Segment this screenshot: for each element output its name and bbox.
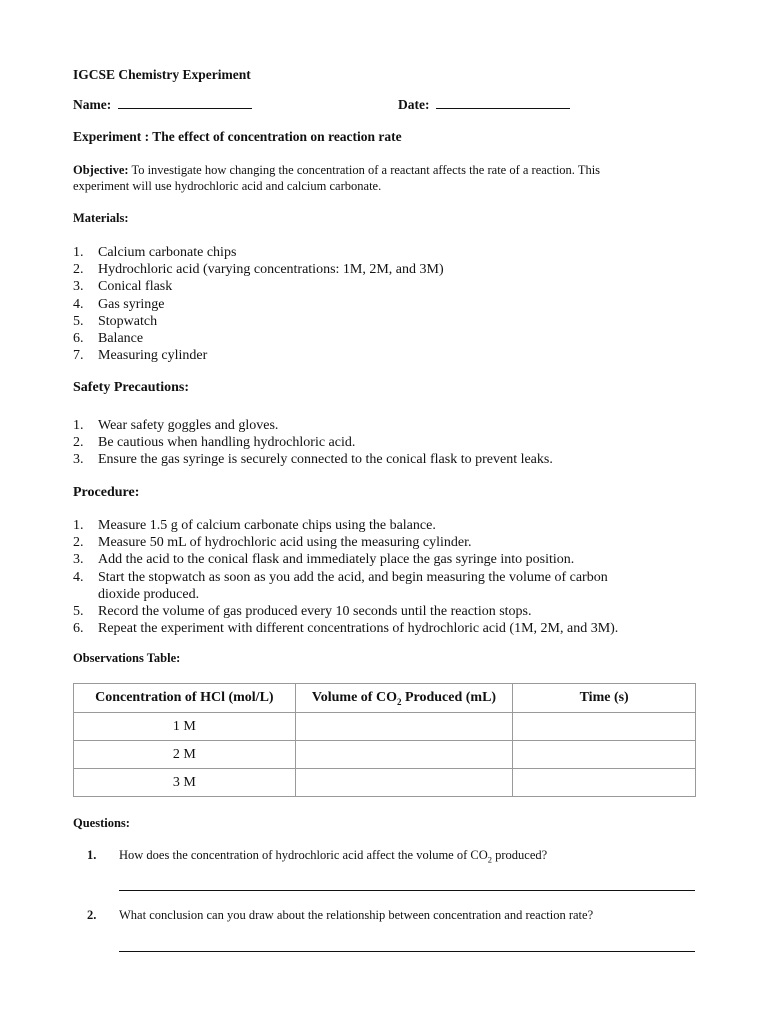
list-item: 6. Balance [73,331,144,347]
date-label: Date: [398,97,430,112]
list-item: 3. Add the acid to the conical flask and immediately place the gas syringe into position. [73,552,575,568]
experiment-title: Experiment : The effect of concentration on reaction rate [73,129,402,144]
list-item: 2. Be cautious when handling hydrochloric acid. [73,435,356,451]
list-item: 2. Measure 50 mL of hydrochloric acid using the measuring cylinder. [73,535,472,551]
volume-cell[interactable] [295,741,513,769]
observations-heading: Observations Table: [73,651,181,665]
date-field[interactable] [398,96,570,113]
observations-table [73,683,696,797]
column-header-time: Time (s) [513,684,696,713]
objective-label: Objective: [73,163,129,177]
objective-text-2: experiment will use hydrochloric acid and calcium carbonate. [73,179,382,193]
list-item: 1. Calcium carbonate chips [73,245,237,260]
question-2-text: What conclusion can you draw about the relationship between concentration and reaction rate? [119,908,594,922]
column-header-concentration: Concentration of HCl (mol/L) [74,684,296,713]
list-item: 5. Stopwatch [73,313,158,329]
time-cell[interactable] [513,769,696,797]
list-item: 2. Hydrochloric acid (varying concentrations: 1M, 2M, and 3M) [73,262,444,278]
materials-heading: Materials: [73,211,129,225]
question-2-answer-line[interactable] [119,951,695,952]
table-row [74,741,696,769]
procedure-heading: Procedure: [73,485,140,500]
date-blank-line[interactable] [436,96,570,109]
question-2-number: 2. [87,908,97,922]
question-1-answer-line[interactable] [119,890,695,891]
column-header-volume: Volume of $CO_2$ Produced (mL) [295,684,513,713]
concentration-cell: 3 M [74,769,296,797]
time-cell[interactable] [513,713,696,741]
objective-text-1: To investigate how changing the concentration of a reactant affects the rate of a reaction. This [131,163,601,177]
time-cell[interactable] [513,741,696,769]
volume-cell[interactable] [295,769,513,797]
objective-line-1 [73,163,600,178]
table-row [74,713,696,741]
list-item: 4. Start the stopwatch as soon as you add the acid, and begin measuring the volume of carbon [73,569,608,585]
materials-list [73,244,444,364]
procedure-list [73,517,618,637]
question-1-number: 1. [87,848,97,862]
list-item: 1. Wear safety goggles and gloves. [73,418,279,433]
name-blank-line[interactable] [118,96,252,109]
concentration-cell: 1 M [74,713,296,741]
name-label: Name: [73,97,112,112]
list-item-continuation: dioxide produced. [98,586,200,602]
volume-cell[interactable] [295,713,513,741]
list-item: 5. Record the volume of gas produced every 10 seconds until the reaction stops. [73,604,532,620]
table-header-row [74,684,696,713]
list-item: 1. Measure 1.5 g of calcium carbonate chips using the balance. [73,518,436,533]
safety-list [73,417,553,469]
name-field[interactable] [73,96,252,113]
list-item: 3. Conical flask [73,279,173,295]
safety-heading: Safety Precautions: [73,380,189,395]
list-item: 6. Repeat the experiment with different concentrations of hydrochloric acid (1M, 2M, and 3M). [73,621,619,637]
concentration-cell: 2 M [74,741,296,769]
list-item: 4. Gas syringe [73,296,165,312]
list-item: 3. Ensure the gas syringe is securely connected to the conical flask to prevent leaks. [73,452,553,468]
worksheet-heading: IGCSE Chemistry Experiment [73,67,251,82]
questions-heading: Questions: [73,816,130,830]
table-row [74,769,696,797]
question-1-text: How does the concentration of hydrochloric acid affect the volume of $CO_2$ produced? [119,848,548,865]
list-item: 7. Measuring cylinder [73,348,208,364]
